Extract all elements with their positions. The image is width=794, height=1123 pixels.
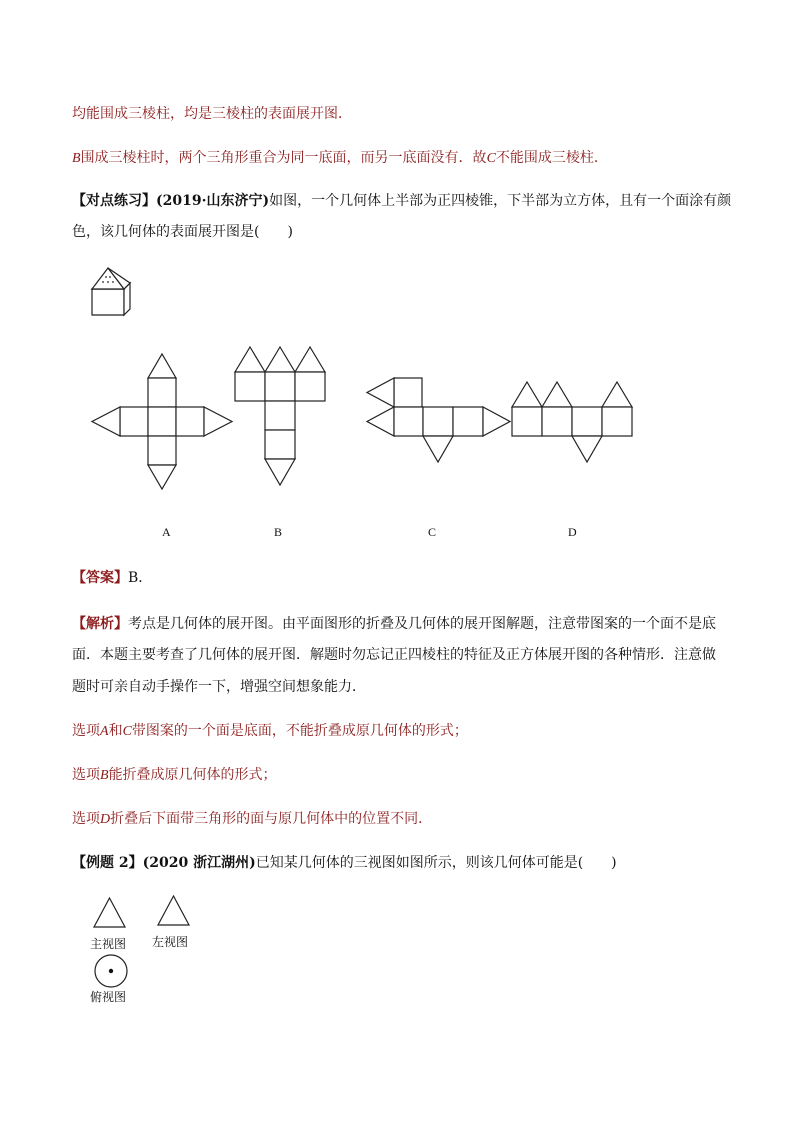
paragraph-2 [72, 147, 608, 167]
net-d [508, 378, 638, 494]
practice-line-2: 色，该几何体的表面展开图是( ) [72, 224, 293, 240]
opt1-text-c: 带图案的一个面是底面，不能折叠成原几何体的形式； [131, 723, 468, 739]
analysis-line-2: 面．本题主要考查了几何体的展开图．解题时勿忘记正四棱柱的特征及正方体展开图的各种情形．注意做 [72, 647, 716, 663]
front-view-label: 主视图 [90, 937, 127, 951]
opt3-text-a: 选项 [72, 811, 100, 827]
net-a [90, 352, 236, 494]
top-view-label: 俯视图 [90, 990, 127, 1004]
p2-text-2: 不能围成三棱柱． [495, 150, 608, 166]
example-text: 已知某几何体的三视图如图所示，则该几何体可能是( ) [255, 855, 617, 871]
practice-text-1: 如图，一个几何体上半部为正四棱锥，下半部为立方体，且有一个面涂有颜 [269, 193, 732, 209]
front-view-triangle [92, 896, 128, 930]
opt1-var-c: C [122, 724, 132, 739]
var-c: C [486, 151, 496, 166]
left-view-label: 左视图 [152, 935, 189, 949]
practice-line-1 [72, 190, 731, 210]
example-tag: 【例题 2】 [72, 855, 143, 871]
example-line [72, 852, 617, 872]
practice-tag: 【对点练习】 [72, 193, 156, 209]
analysis-line-1 [72, 613, 716, 633]
example-source: (2020 浙江湖州) [142, 855, 256, 871]
option-label-b: B [274, 525, 283, 539]
answer-value: B． [128, 570, 153, 586]
practice-source: (2019·山东济宁) [156, 193, 270, 209]
analysis-text-1: 考点是几何体的展开图。由平面图形的折叠及几何体的展开图解题，注意带图案的一个面不是底 [128, 616, 716, 632]
option-label-a: A [162, 525, 171, 539]
answer-line [72, 567, 152, 587]
solid-figure [88, 262, 134, 318]
option-label-c: C [428, 525, 437, 539]
analysis-line-3: 题时可亲自动手操作一下，增强空间想象能力． [72, 679, 366, 695]
opt1-var-a: A [100, 724, 109, 739]
answer-tag: 【答案】 [72, 570, 128, 586]
opt2-var-b: B [100, 768, 109, 783]
opt2-text-a: 选项 [72, 767, 100, 783]
paragraph-1: 均能围成三棱柱，均是三棱柱的表面展开图． [72, 106, 352, 122]
option-line-1 [72, 720, 468, 740]
var-b: B [72, 151, 81, 166]
left-view-triangle [156, 894, 192, 928]
opt3-var-d: D [100, 812, 111, 827]
opt2-text-b: 能折叠成原几何体的形式； [108, 767, 277, 783]
opt1-text-b: 和 [108, 723, 123, 739]
p2-text-1: 围成三棱柱时，两个三角形重合为同一底面，而另一底面没有．故 [80, 150, 487, 166]
net-b [232, 345, 328, 489]
opt3-text-b: 折叠后下面带三角形的面与原几何体中的位置不同． [110, 811, 433, 827]
net-c [364, 376, 514, 492]
option-line-2 [72, 764, 277, 784]
option-line-3 [72, 808, 432, 828]
top-view-circle [93, 953, 129, 989]
option-label-d: D [568, 525, 577, 539]
analysis-tag: 【解析】 [72, 616, 128, 632]
opt1-text-a: 选项 [72, 723, 100, 739]
